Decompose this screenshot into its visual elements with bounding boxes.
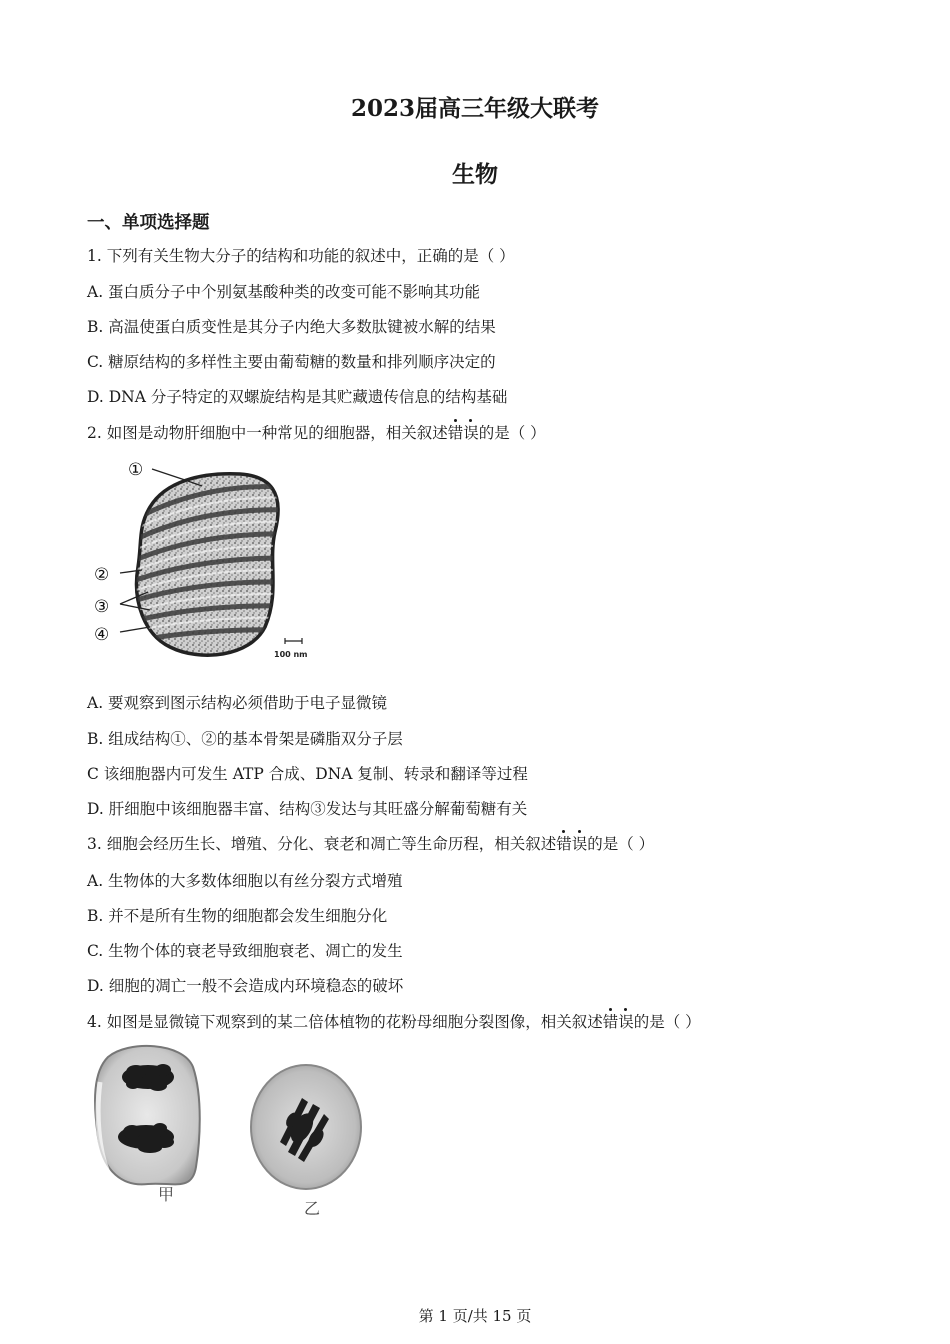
q4-stem-before: 4. 如图是显微镜下观察到的某二倍体植物的花粉母细胞分裂图像，相关叙述 xyxy=(87,1013,603,1031)
scale-bar-text: 100 nm xyxy=(274,650,308,659)
exam-title: 2023届高三年级大联考 xyxy=(350,95,599,122)
label-4: ④ xyxy=(94,625,110,645)
q1-option-d: D. DNA 分子特定的双螺旋结构是其贮藏遗传信息的结构基础 xyxy=(87,388,508,406)
cell-jia xyxy=(95,1046,200,1204)
q2-emphasis-1: 错 xyxy=(447,424,464,442)
label-2: ② xyxy=(94,565,110,585)
q1-option-c: C. 糖原结构的多样性主要由葡萄糖的数量和排列顺序决定的 xyxy=(87,353,496,371)
page-footer: 第 1 页/共 15 页 xyxy=(418,1307,532,1325)
q2-stem xyxy=(87,422,546,444)
q2-option-b: B. 组成结构①、②的基本骨架是磷脂双分子层 xyxy=(87,730,403,748)
cell-division-figure xyxy=(88,1042,378,1227)
caption-jia: 甲 xyxy=(158,1185,175,1204)
q3-option-b: B. 并不是所有生物的细胞都会发生细胞分化 xyxy=(87,907,388,925)
label-1: ① xyxy=(128,460,144,480)
caption-yi: 乙 xyxy=(304,1199,321,1218)
cell-yi xyxy=(251,1065,361,1218)
q2-stem-before: 2. 如图是动物肝细胞中一种常见的细胞器，相关叙述 xyxy=(87,424,448,442)
q4-stem xyxy=(87,1011,701,1033)
q1-option-a: A. 蛋白质分子中个别氨基酸种类的改变可能不影响其功能 xyxy=(87,283,481,301)
q2-stem-after: 的是（ ） xyxy=(478,424,546,442)
label-3: ③ xyxy=(94,597,110,617)
q4-stem-after: 的是（ ） xyxy=(633,1013,701,1031)
q2-option-d: D. 肝细胞中该细胞器丰富、结构③发达与其旺盛分解葡萄糖有关 xyxy=(87,800,528,818)
label-4-leader xyxy=(120,627,150,632)
q1-option-b: B. 高温使蛋白质变性是其分子内绝大多数肽键被水解的结果 xyxy=(87,318,496,336)
q3-option-d: D. 细胞的凋亡一般不会造成内环境稳态的破坏 xyxy=(87,977,404,995)
q2-option-c: C 该细胞器内可发生 ATP 合成、DNA 复制、转录和翻译等过程 xyxy=(87,765,528,783)
section-title: 一、单项选择题 xyxy=(87,213,210,233)
q2-option-a: A. 要观察到图示结构必须借助于电子显微镜 xyxy=(87,694,388,712)
q1-stem: 1. 下列有关生物大分子的结构和功能的叙述中，正确的是（ ） xyxy=(87,247,515,265)
q3-option-c: C. 生物个体的衰老导致细胞衰老、凋亡的发生 xyxy=(87,942,403,960)
q4-emphasis-1: 错 xyxy=(602,1013,619,1031)
q3-option-a: A. 生物体的大多数体细胞以有丝分裂方式增殖 xyxy=(87,872,403,890)
subject-title: 生物 xyxy=(452,161,498,188)
q3-emphasis-2: 误 xyxy=(571,835,588,853)
q4-emphasis-2: 误 xyxy=(618,1013,634,1031)
chromosomes-upper-jia xyxy=(122,1064,174,1091)
q3-stem-after: 的是（ ） xyxy=(587,835,655,853)
q2-emphasis-2: 误 xyxy=(463,424,479,442)
q3-emphasis-1: 错 xyxy=(556,835,572,853)
q3-stem-before: 3. 细胞会经历生长、增殖、分化、衰老和凋亡等生命历程，相关叙述 xyxy=(87,835,557,853)
mitochondrion-body xyxy=(130,474,290,655)
scale-bar xyxy=(274,638,308,659)
q3-stem xyxy=(87,833,654,855)
mitochondrion-figure xyxy=(90,452,330,667)
